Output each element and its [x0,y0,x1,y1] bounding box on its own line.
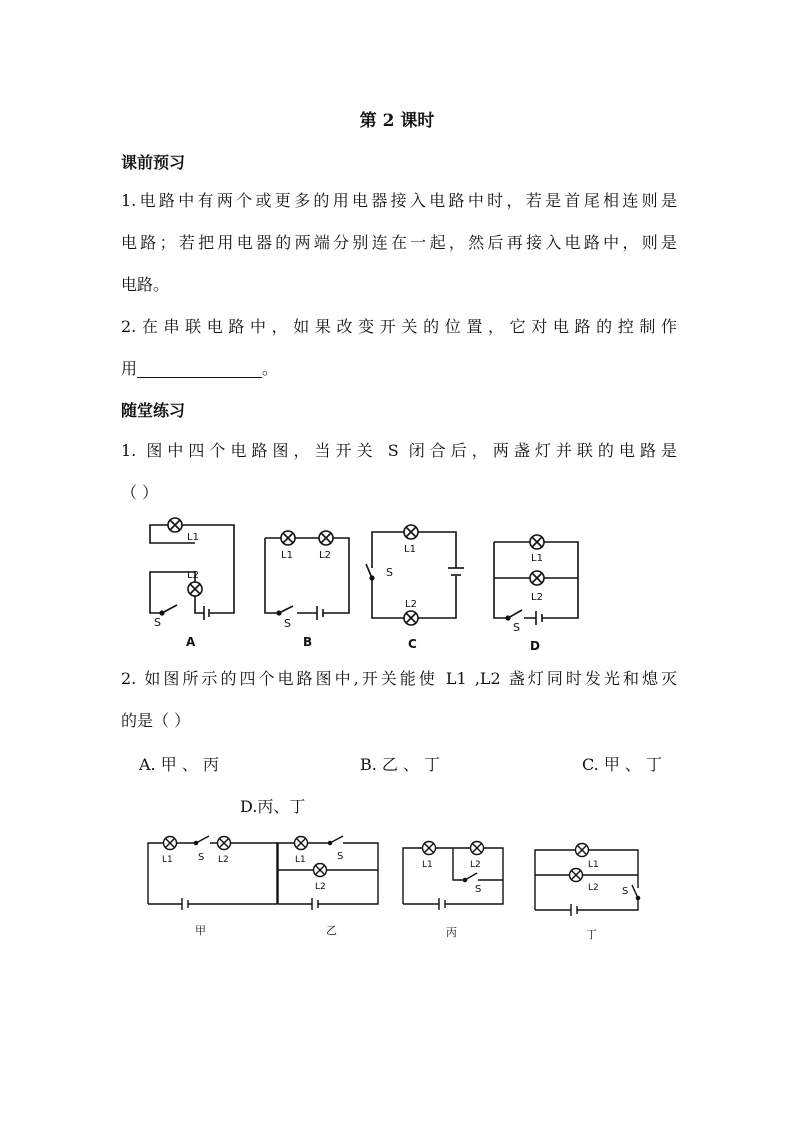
label-b-l2: L2 [319,550,331,561]
label-ding-s: S [622,886,629,897]
label-d-l1: L1 [531,553,543,564]
label-a-l2: L2 [187,570,199,581]
label-b: B [303,635,313,649]
practice-q2-line2: 的是（ ） [121,711,191,730]
option-d[interactable]: D.丙、丁 [240,797,306,816]
preview-q1-line2: 电路；若把用电器的两端分别连在一起，然后再接入电路中，则是 [121,233,677,252]
label-jia: 甲 [195,924,206,937]
label-jia-l1: L1 [162,855,173,865]
page-title: 第 2 课时 [359,111,435,131]
label-a: A [186,635,196,649]
circuit-d [494,535,578,653]
circuit-yi [278,836,378,937]
label-ding-l1: L1 [588,860,599,870]
preview-q1-line1: 1.电路中有两个或更多的用电器接入电路中时，若是首尾相连则是 [121,191,677,210]
circuit-bing [403,842,503,940]
label-c-l1: L1 [404,544,416,555]
label-c: C [408,637,417,651]
label-jia-s: S [198,852,205,863]
label-yi-l2: L2 [315,882,326,892]
label-bing-l2: L2 [470,860,481,870]
circuit-figure-1 [130,514,610,654]
label-d: D [530,639,540,653]
label-b-s: S [284,617,291,630]
label-jia-l2: L2 [218,855,229,865]
label-d-l2: L2 [531,592,543,603]
label-bing-l1: L1 [422,860,433,870]
preview-q2-line2 [121,348,677,390]
label-ding-l2: L2 [588,883,599,893]
preview-q2-suffix: 。 [262,359,279,378]
section-preview-heading: 课前预习 [121,153,186,172]
circuit-figure-2 [140,830,660,950]
preview-q1-line3: 电路。 [121,275,170,294]
label-yi: 乙 [326,924,337,937]
label-c-l2: L2 [405,599,417,610]
label-c-s: S [386,566,393,579]
circuit-b [265,531,349,649]
label-d-s: S [513,621,520,634]
label-bing-s: S [475,884,482,895]
label-a-s: S [154,616,161,629]
practice-q1-answer-paren: （ ） [121,483,159,502]
option-c[interactable]: C. 甲 、 丁 [582,755,663,774]
circuit-jia [148,836,277,937]
option-a[interactable]: A. 甲 、 丙 [139,755,219,774]
label-ding: 丁 [586,928,597,941]
practice-q2-line1: 2. 如图所示的四个电路图中,开关能使 L1 ,L2 盏灯同时发光和熄灭 [121,669,677,688]
preview-q2-prefix: 用 [121,359,138,378]
option-b[interactable]: B. 乙 、 丁 [360,755,441,774]
label-yi-s: S [337,851,344,862]
answer-blank[interactable] [137,359,262,378]
label-a-l1: L1 [187,532,199,543]
practice-q1-line1: 1. 图中四个电路图，当开关 S 闭合后，两盏灯并联的电路是 [121,441,677,460]
circuit-a [150,518,234,649]
label-yi-l1: L1 [295,855,306,865]
label-bing: 丙 [446,926,457,939]
circuit-ding [535,844,640,942]
circuit-c [366,525,464,651]
preview-q2-line1: 2.在串联电路中，如果改变开关的位置，它对电路的控制作 [121,317,677,336]
label-b-l1: L1 [281,550,293,561]
section-practice-heading: 随堂练习 [121,401,186,420]
